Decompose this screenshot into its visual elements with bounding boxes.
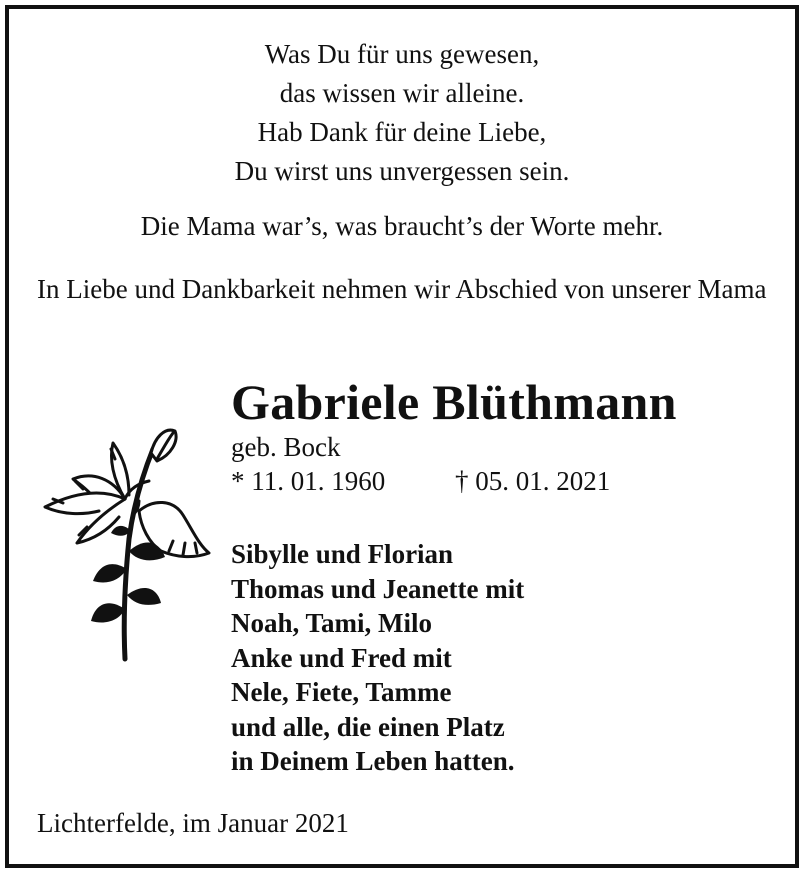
life-dates [231,465,611,497]
birth-date: * 11. 01. 1960 [231,466,386,496]
death-date: † 05. 01. 2021 [455,466,611,496]
survivor-line: in Deinem Leben hatten. [231,746,515,776]
poem-line: Hab Dank für deine Liebe, [257,117,547,147]
poem-line: Was Du für uns gewesen, [264,39,540,69]
maiden-name: geb. Bock [231,432,341,462]
survivors-list [231,537,524,779]
deceased-name: Gabriele Blüthmann [231,374,677,430]
quote: Die Mama war’s, was braucht’s der Worte mehr. [140,211,664,241]
survivor-line: Sibylle und Florian [231,539,454,569]
survivor-line: und alle, die einen Platz [231,711,505,742]
survivor-line: Anke und Fred mit [231,642,452,673]
intro-text: In Liebe und Dankbarkeit nehmen wir Abschied von unserer Mama [37,274,767,304]
poem-line: Du wirst uns unvergessen sein. [234,156,570,186]
survivor-line: Thomas und Jeanette mit [231,573,525,604]
poem [9,35,795,191]
poem-line: das wissen wir alleine. [279,78,525,108]
place-date-footer: Lichterfelde, im Januar 2021 [37,808,349,838]
obituary-frame [5,5,799,868]
survivor-line: Nele, Fiete, Tamme [231,677,452,707]
survivor-line: Noah, Tami, Milo [231,608,433,638]
lily-flower-icon [33,419,213,669]
